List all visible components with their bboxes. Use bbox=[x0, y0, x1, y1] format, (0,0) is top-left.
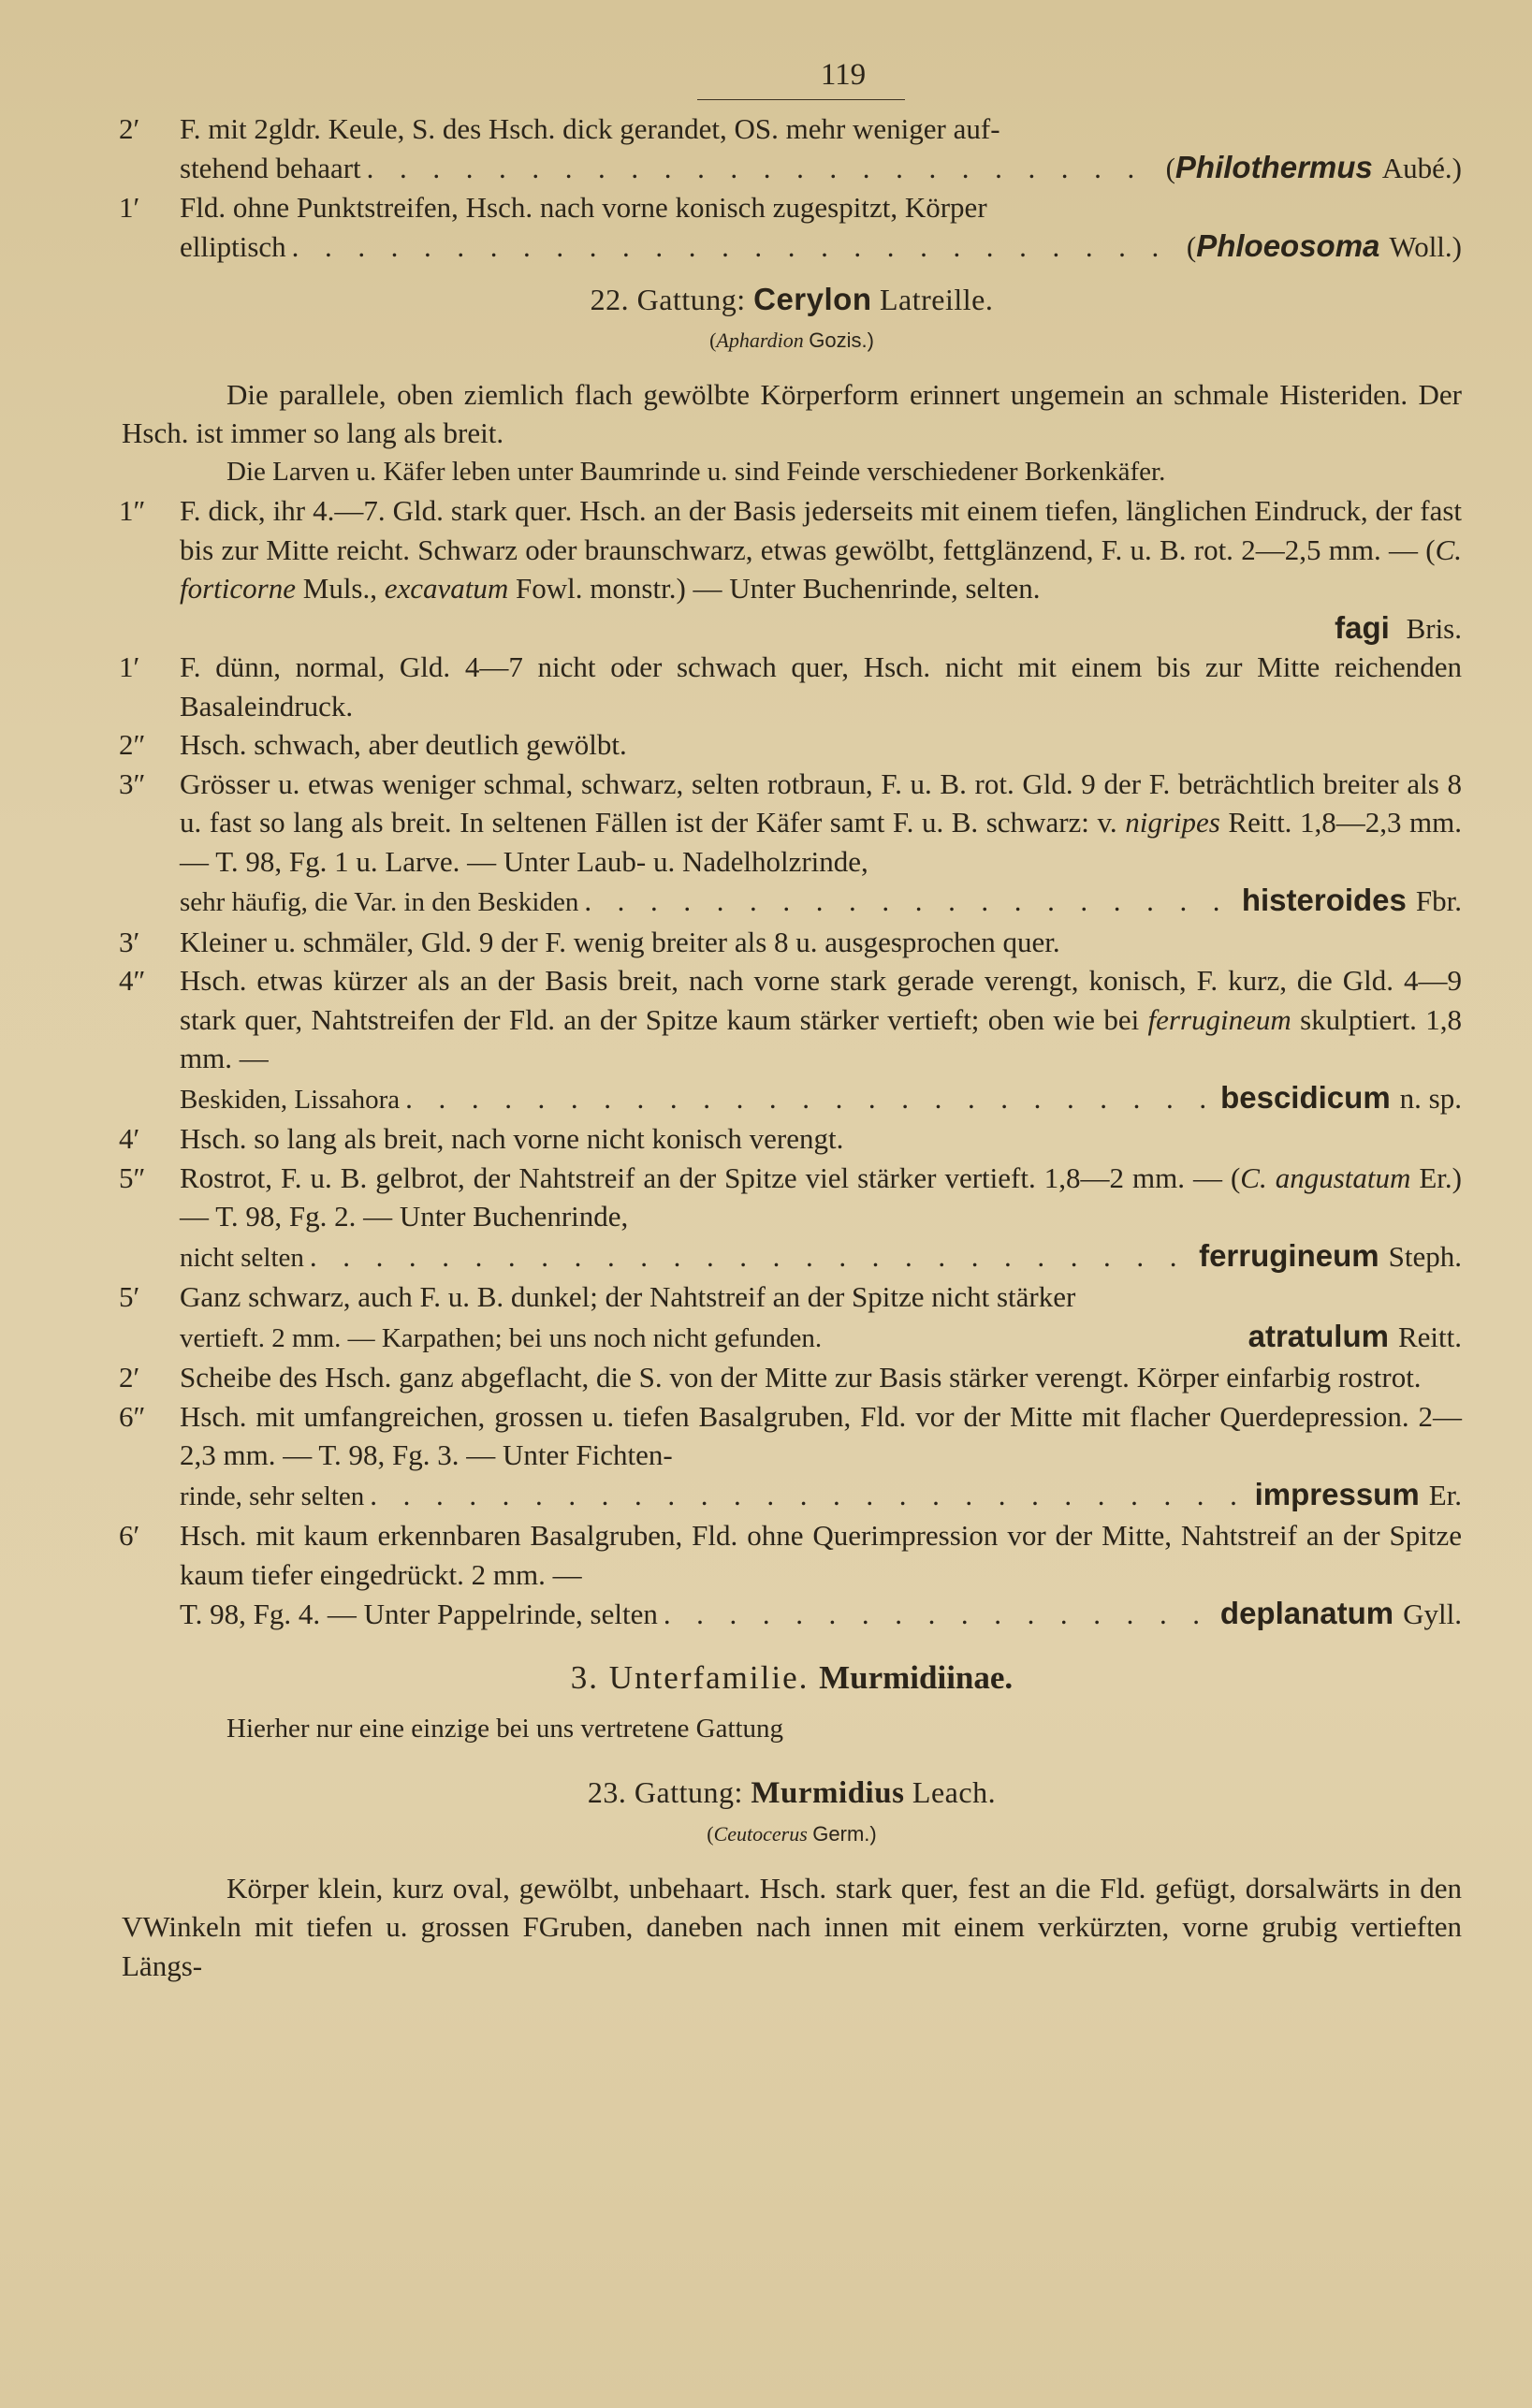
entry-text bbox=[180, 765, 1462, 882]
entry-key: 1′ bbox=[119, 190, 140, 224]
subfamily-heading bbox=[122, 1658, 1462, 1698]
genus-number: 23. Gattung: bbox=[587, 1774, 743, 1809]
species-name-impressum: impressum bbox=[1254, 1476, 1420, 1511]
entry-text: Ganz schwarz, auch F. u. B. dunkel; der Nahtstreif an der Spitze nicht stärker bbox=[180, 1280, 1076, 1313]
key-entry-2prime bbox=[119, 1358, 1462, 1397]
genus-author: Leach. bbox=[912, 1774, 997, 1809]
genus-name-phloeosoma: Phloeosoma bbox=[1196, 228, 1380, 263]
key-entry-1dbl-fagi bbox=[119, 491, 1462, 648]
synonym-name: C. forticorne bbox=[180, 533, 1462, 605]
subfamily-note: Hierher nur eine einzige bei uns vertretene Gattung bbox=[226, 1714, 784, 1744]
entry-text-part: Rostrot, F. u. B. gelbrot, der Nahtstreif an der Spitze viel stärker vertieft. 1,8—2 mm. — ( bbox=[180, 1160, 1241, 1194]
entry-text-part: F. dick, ihr 4.—7. Gld. stark quer. Hsch. an der Basis jederseits mit einem tiefen, länglichen Eindruck, der fast bis zur Mitte reicht. Schwarz oder braunschwarz, etwas gewölbt, fettglänzend, F. u. B. rot. 2—2,5 mm. — ( bbox=[180, 494, 1462, 566]
entry-lead-text: sehr häufig, die Var. in den Beskiden bbox=[180, 887, 579, 917]
subfamily-name: Murmidiinae. bbox=[819, 1658, 1014, 1696]
leader-dots bbox=[370, 1476, 1248, 1515]
entry-key: 6′ bbox=[119, 1519, 140, 1552]
entry-text bbox=[180, 961, 1462, 1078]
synonym-name: Aphardion bbox=[716, 328, 804, 352]
entry-key: 3″ bbox=[119, 766, 146, 800]
entry-text: F. mit 2gldr. Keule, S. des Hsch. dick gerandet, OS. mehr weniger auf- bbox=[180, 111, 1000, 145]
author-name: Er. bbox=[1428, 1478, 1462, 1511]
subfamily-number: 3. Unterfamilie. bbox=[570, 1658, 810, 1696]
author-name: n. sp. bbox=[1399, 1081, 1462, 1115]
paren-open: ( bbox=[1165, 152, 1175, 184]
genus-author: Latreille. bbox=[879, 282, 994, 316]
genus-intro: Die parallele, oben ziemlich flach gewölbte Körperform erinnert ungemein an schmale Histeriden. Der Hsch. ist immer so lang als breit. bbox=[122, 377, 1462, 449]
entry-text-part: Grösser u. etwas weniger schmal, schwarz, selten rotbraun, F. u. B. rot. Gld. 9 der F. beträchtlich breiter als 8 u. fast so lang als breit. In seltenen Fällen ist der Käfer samt F. u. B. schwarz: v. bbox=[180, 766, 1462, 839]
entry-last-line bbox=[180, 881, 1462, 923]
leader-dots bbox=[664, 1595, 1215, 1634]
entry-text bbox=[180, 1159, 1462, 1236]
entry-last-line bbox=[180, 226, 1462, 267]
page-content bbox=[119, 56, 1463, 1985]
entry-key: 4″ bbox=[119, 964, 146, 997]
entry-key: 4′ bbox=[119, 1122, 140, 1155]
entry-key: 3′ bbox=[119, 925, 140, 958]
paren-open: ( bbox=[1186, 230, 1197, 263]
key-entry-2prime-philothermus bbox=[119, 109, 1462, 188]
key-entry-5prime-atratulum bbox=[119, 1277, 1462, 1358]
genus-name: Murmidius bbox=[751, 1775, 905, 1810]
entry-key: 2″ bbox=[119, 728, 146, 761]
key-entry-6dbl-impressum bbox=[119, 1397, 1462, 1517]
entry-lead-text: T. 98, Fg. 4. — Unter Pappelrinde, selten bbox=[180, 1598, 658, 1630]
genus-number: 22. Gattung: bbox=[590, 282, 746, 316]
genus-description: Körper klein, kurz oval, gewölbt, unbehaart. Hsch. stark quer, fest an die Fld. gefügt, dorsalwärts in den VWinkeln mit tiefen u. grossen FGruben, daneben nach innen mit einem verkürzten, vorne grubig vertieften Längs- bbox=[122, 1871, 1462, 1982]
entry-lead-text: Beskiden, Lissahora bbox=[180, 1084, 401, 1115]
entry-text: Scheibe des Hsch. ganz abgeflacht, die S. von der Mitte zur Basis stärker verengt. Körper einfarbig rostrot. bbox=[180, 1361, 1422, 1394]
key-entry-4prime bbox=[119, 1119, 1462, 1159]
entry-text bbox=[180, 491, 1462, 608]
species-name-fagi: fagi bbox=[1335, 609, 1390, 645]
page-number-rule bbox=[697, 99, 905, 100]
genus-heading-murmidius bbox=[122, 1773, 1462, 1814]
key-entry-5dbl-ferrugineum bbox=[119, 1159, 1462, 1278]
key-entry-3dbl-histeroides bbox=[119, 765, 1463, 923]
author-name: Bris. bbox=[1406, 611, 1462, 645]
entry-lead-text: stehend behaart bbox=[180, 152, 361, 184]
author-name: Aubé.) bbox=[1381, 152, 1462, 184]
author-name: Woll.) bbox=[1389, 230, 1462, 263]
synonym-name: C. angustatum bbox=[1240, 1160, 1411, 1194]
entry-last-line bbox=[180, 1594, 1462, 1634]
entry-lead-text: elliptisch bbox=[180, 230, 286, 263]
entry-text-part: Hsch. etwas kürzer als an der Basis breit, nach vorne stark gerade verengt, konisch, F. kurz, die Gld. 4—9 stark quer, Nahtstreifen der Fld. an der Spitze kaum stärker vertieft; oben wie bei bbox=[180, 964, 1462, 1036]
entry-text: Hsch. schwach, aber deutlich gewölbt. bbox=[180, 728, 627, 761]
author-name: Reitt. bbox=[1397, 1320, 1462, 1353]
entry-text-part: Er.) — T. 98, Fg. 2. — Unter Buchenrinde, bbox=[180, 1160, 1462, 1233]
entry-key: 5′ bbox=[119, 1280, 140, 1313]
entry-text: Kleiner u. schmäler, Gld. 9 der F. wenig breiter als 8 u. ausgesprochen quer. bbox=[180, 925, 1060, 958]
entry-key: 1″ bbox=[119, 494, 146, 527]
synonym-name: Ceutocerus bbox=[713, 1822, 808, 1846]
paren-open: ( bbox=[707, 1822, 714, 1846]
entry-key: 6″ bbox=[119, 1399, 146, 1433]
genus-biology: Die Larven u. Käfer leben unter Baumrinde u. sind Feinde verschiedener Borkenkäfer. bbox=[226, 456, 1166, 487]
species-line bbox=[180, 608, 1462, 649]
reference-species: ferrugineum bbox=[1147, 1002, 1291, 1036]
entry-text-part: Muls., bbox=[296, 572, 385, 605]
entry-key: 2′ bbox=[119, 1361, 140, 1394]
species-name-deplanatum: deplanatum bbox=[1219, 1596, 1394, 1630]
entry-last-line bbox=[180, 1078, 1462, 1120]
key-entry-1prime bbox=[119, 648, 1462, 725]
entry-text: Fld. ohne Punktstreifen, Hsch. nach vorne konisch zugespitzt, Körper bbox=[180, 190, 987, 224]
entry-key: 2′ bbox=[119, 111, 140, 145]
paren-open: ( bbox=[709, 328, 717, 352]
entry-key: 1′ bbox=[119, 650, 140, 683]
species-name-atratulum: atratulum bbox=[1247, 1318, 1389, 1353]
key-entry-6prime-deplanatum bbox=[119, 1516, 1462, 1634]
synonym-author: Gozis.) bbox=[809, 328, 874, 352]
synonym-name: excavatum bbox=[384, 572, 509, 605]
genus-heading-cerylon bbox=[122, 280, 1462, 320]
entry-lead-text: rinde, sehr selten bbox=[180, 1481, 365, 1511]
genus-synonym bbox=[122, 321, 1462, 360]
species-name-ferrugineum: ferrugineum bbox=[1199, 1237, 1379, 1273]
entry-last-line bbox=[180, 1236, 1462, 1278]
genus-name-philothermus: Philothermus bbox=[1175, 150, 1373, 184]
entry-text-part: skulptiert. 1,8 mm. — bbox=[180, 1002, 1462, 1074]
leader-dots bbox=[584, 882, 1236, 921]
entry-lead-text: vertieft. 2 mm. — Karpathen; bei uns noch nicht gefunden. bbox=[180, 1322, 823, 1353]
key-entry-3prime bbox=[119, 923, 1462, 962]
entry-text-part: Reitt. 1,8—2,3 mm. — T. 98, Fg. 1 u. Larve. — Unter Laub- u. Nadelholzrinde, bbox=[180, 806, 1463, 878]
key-entry-2dbl bbox=[119, 725, 1462, 765]
entry-text: Hsch. mit umfangreichen, grossen u. tiefen Basalgruben, Fld. vor der Mitte mit flacher Querdepression. 2—2,3 mm. — T. 98, Fg. 3. — Unter Fichten- bbox=[180, 1399, 1462, 1471]
species-name-histeroides: histeroides bbox=[1241, 883, 1407, 917]
entry-last-line bbox=[180, 1317, 1462, 1359]
leader-dots bbox=[405, 1079, 1215, 1118]
genus-name: Cerylon bbox=[753, 281, 872, 316]
leader-dots bbox=[310, 1237, 1193, 1277]
entry-key: 5″ bbox=[119, 1160, 146, 1194]
entry-text: F. dünn, normal, Gld. 4—7 nicht oder schwach quer, Hsch. nicht mit einem bis zur Mitte reichenden Basaleindruck. bbox=[180, 650, 1462, 722]
leader-dots bbox=[292, 227, 1181, 267]
synonym-author: Germ.) bbox=[812, 1822, 877, 1846]
key-entry-1prime-phloeosoma bbox=[119, 188, 1462, 267]
entry-text-part: Fowl. monstr.) — Unter Buchenrinde, selten. bbox=[508, 572, 1041, 605]
entry-text: Hsch. so lang als breit, nach vorne nicht konisch verengt. bbox=[180, 1122, 844, 1155]
author-name: Fbr. bbox=[1415, 884, 1462, 917]
key-entry-4dbl-bescidicum bbox=[119, 961, 1462, 1119]
entry-last-line bbox=[180, 1475, 1462, 1517]
entry-lead-text: nicht selten bbox=[180, 1242, 304, 1273]
entry-last-line bbox=[180, 148, 1462, 188]
author-name: Gyll. bbox=[1403, 1598, 1462, 1630]
leader-dots bbox=[367, 149, 1160, 188]
entry-text: Hsch. mit kaum erkennbaren Basalgruben, Fld. ohne Querimpression vor der Mitte, Nahtstreif an der Spitze kaum tiefer eingedrückt. 2 mm. — bbox=[180, 1519, 1462, 1591]
species-name-bescidicum: bescidicum bbox=[1220, 1079, 1391, 1115]
genus-synonym bbox=[122, 1815, 1462, 1854]
author-name: Steph. bbox=[1388, 1239, 1462, 1273]
variety-name: nigripes bbox=[1125, 806, 1220, 839]
page-number: 119 bbox=[820, 58, 867, 92]
